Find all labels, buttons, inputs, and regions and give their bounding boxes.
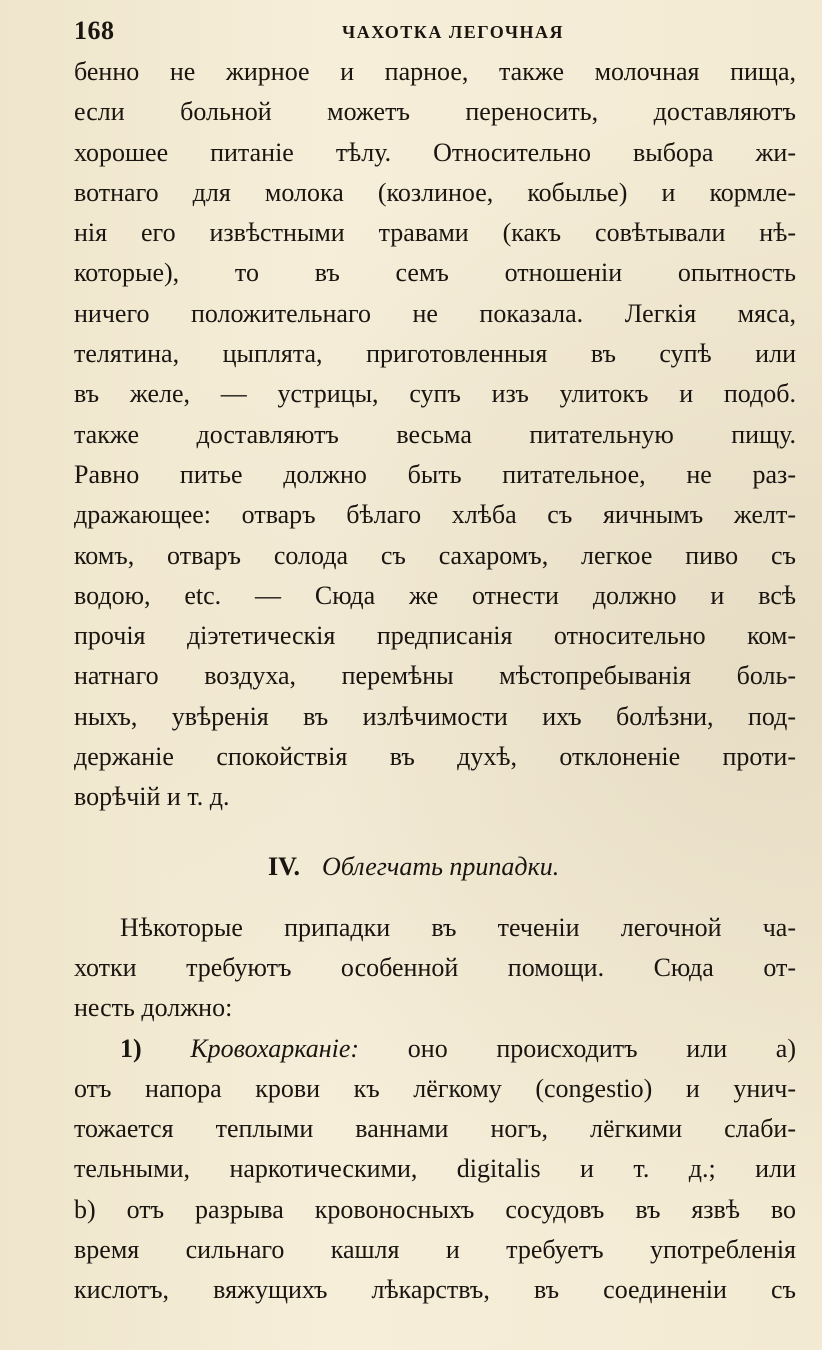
text-line: водою, etc. — Сюда же отнести должно и всѣ xyxy=(74,580,796,610)
text-line: хорошее питаніе тѣлу. Относительно выбора жи- xyxy=(74,137,796,167)
text-line: прочія діэтетическія предписанія относительно ком- xyxy=(74,621,796,651)
text-line: дражающее: отваръ бѣлаго хлѣба съ яичнымъ желт- xyxy=(74,500,796,530)
item-number: 1) xyxy=(120,1033,142,1063)
text-line: если больной можетъ переносить, доставляютъ xyxy=(74,97,796,127)
paragraph-symptoms xyxy=(74,908,796,1029)
text-line: держаніе спокойствія въ духѣ, отклоненіе проти- xyxy=(74,742,796,772)
text-line: кислотъ, вяжущихъ лѣкарствъ, въ соединеніи съ xyxy=(74,1275,796,1305)
text-line: ныхъ, увѣренія въ излѣчимости ихъ болѣзни, под- xyxy=(74,701,796,731)
text-line: несть должно: xyxy=(74,993,233,1023)
text-line: Равно питье должно быть питательное, не раз- xyxy=(74,459,796,489)
page-header xyxy=(74,10,796,52)
text-line: которые), то въ семъ отношеніи опытность xyxy=(74,258,796,288)
text-line: также доставляютъ весьма питательную пищу. xyxy=(74,419,796,449)
text-line: комъ, отваръ солода съ сахаромъ, легкое пиво съ xyxy=(74,540,796,570)
text-line: b) отъ разрыва кровоносныхъ сосудовъ въ язвѣ во xyxy=(74,1194,796,1224)
text-line: ворѣчій и т. д. xyxy=(74,782,230,812)
text-line: ничего положительнаго не показала. Легкія мяса, xyxy=(74,298,796,328)
text-line: натнаго воздуха, перемѣны мѣстопребыванія боль- xyxy=(74,661,796,691)
section-number: IV. xyxy=(268,851,301,881)
text-line: тельными, наркотическими, digitalis и т. д.; или xyxy=(74,1154,796,1184)
text-line: телятина, цыплята, приготовленныя въ супѣ или xyxy=(74,339,796,369)
section-title: Облегчать припадки. xyxy=(322,851,560,881)
item-term: Кровохарканіе: xyxy=(190,1033,360,1063)
text-line: тожается теплыми ваннами ногъ, лёгкими слаби- xyxy=(74,1114,796,1144)
text-line: бенно не жирное и парное, также молочная пища, xyxy=(74,57,796,86)
running-head: ЧАХОТКА ЛЕГОЧНАЯ xyxy=(342,22,565,42)
item-first-line-rest: оно происходитъ или a) xyxy=(407,1033,796,1063)
page-number: 168 xyxy=(74,16,115,45)
item-first-line xyxy=(74,1029,796,1069)
text-line: нія его извѣстными травами (какъ совѣтывали нѣ- xyxy=(74,218,796,248)
text-line: Нѣкоторые припадки въ теченіи легочной ча- xyxy=(120,912,796,942)
text-line: хотки требуютъ особенной помощи. Сюда от- xyxy=(74,952,796,982)
text-line: время сильнаго кашля и требуетъ употребленія xyxy=(74,1235,796,1265)
item-hemoptysis xyxy=(74,1029,796,1311)
text-line: вотнаго для молока (козлиное, кобылье) и кормле- xyxy=(74,177,796,207)
section-heading xyxy=(74,840,796,894)
paragraph-diet xyxy=(74,52,796,818)
text-line: въ желе, — устрицы, супъ изъ улитокъ и подоб. xyxy=(74,379,796,409)
text-line: отъ напора крови къ лёгкому (congestio) и унич- xyxy=(74,1073,796,1103)
